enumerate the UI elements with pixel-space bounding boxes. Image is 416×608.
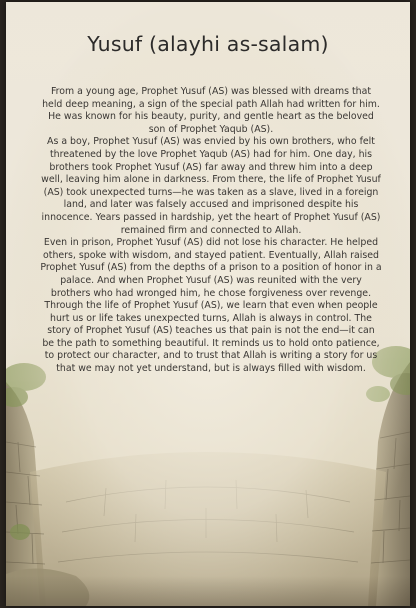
paragraph-2: As a boy, Prophet Yusuf (AS) was envied by his own brothers, who felt threatened by the love Prophet Yaqub (AS) had for him. One day, his brothers took Prophet Yusuf (AS) far away and threw him into a deep well, leaving him alone in darkness. From there, the life of Prophet Yusuf (AS) took unexpected turns—he was taken as a slave, lived in a foreign land, and later was falsely accused and imprisoned despite his innocence. Years passed in hardship, yet the heart of Prophet Yusuf (AS) remained firm and connected to Allah. (41, 136, 381, 236)
page-title: Yusuf (alayhi as-salam) (87, 32, 329, 56)
paragraph-4: Through the life of Prophet Yusuf (AS), we learn that even when people hurt us or life takes unexpected turns, Allah is always in control. The story of Prophet Yusuf (AS) teaches us that pain is not the end—it can be the path to something beautiful. It reminds us to hold onto patience, to protect our character, and to trust that Allah is writing a story for us that we may not yet understand, but is always filled with wisdom. (42, 300, 380, 375)
story-text (40, 86, 382, 376)
paragraph-1: From a young age, Prophet Yusuf (AS) was blessed with dreams that held deep meaning, a sign of the special path Allah had written for him. He was known for his beauty, purity, and gentle heart as the beloved son of Prophet Yaqub (AS). (42, 86, 380, 135)
paragraph-3: Even in prison, Prophet Yusuf (AS) did not lose his character. He helped others, spoke with wisdom, and stayed patient. Eventually, Allah raised Prophet Yusuf (AS) from the depths of a prison to a position of honor in a palace. And when Prophet Yusuf (AS) was reunited with the very brothers who had wronged him, he chose forgiveness over revenge. (40, 237, 382, 299)
bottom-shadow (6, 576, 410, 606)
book-page (6, 2, 410, 606)
